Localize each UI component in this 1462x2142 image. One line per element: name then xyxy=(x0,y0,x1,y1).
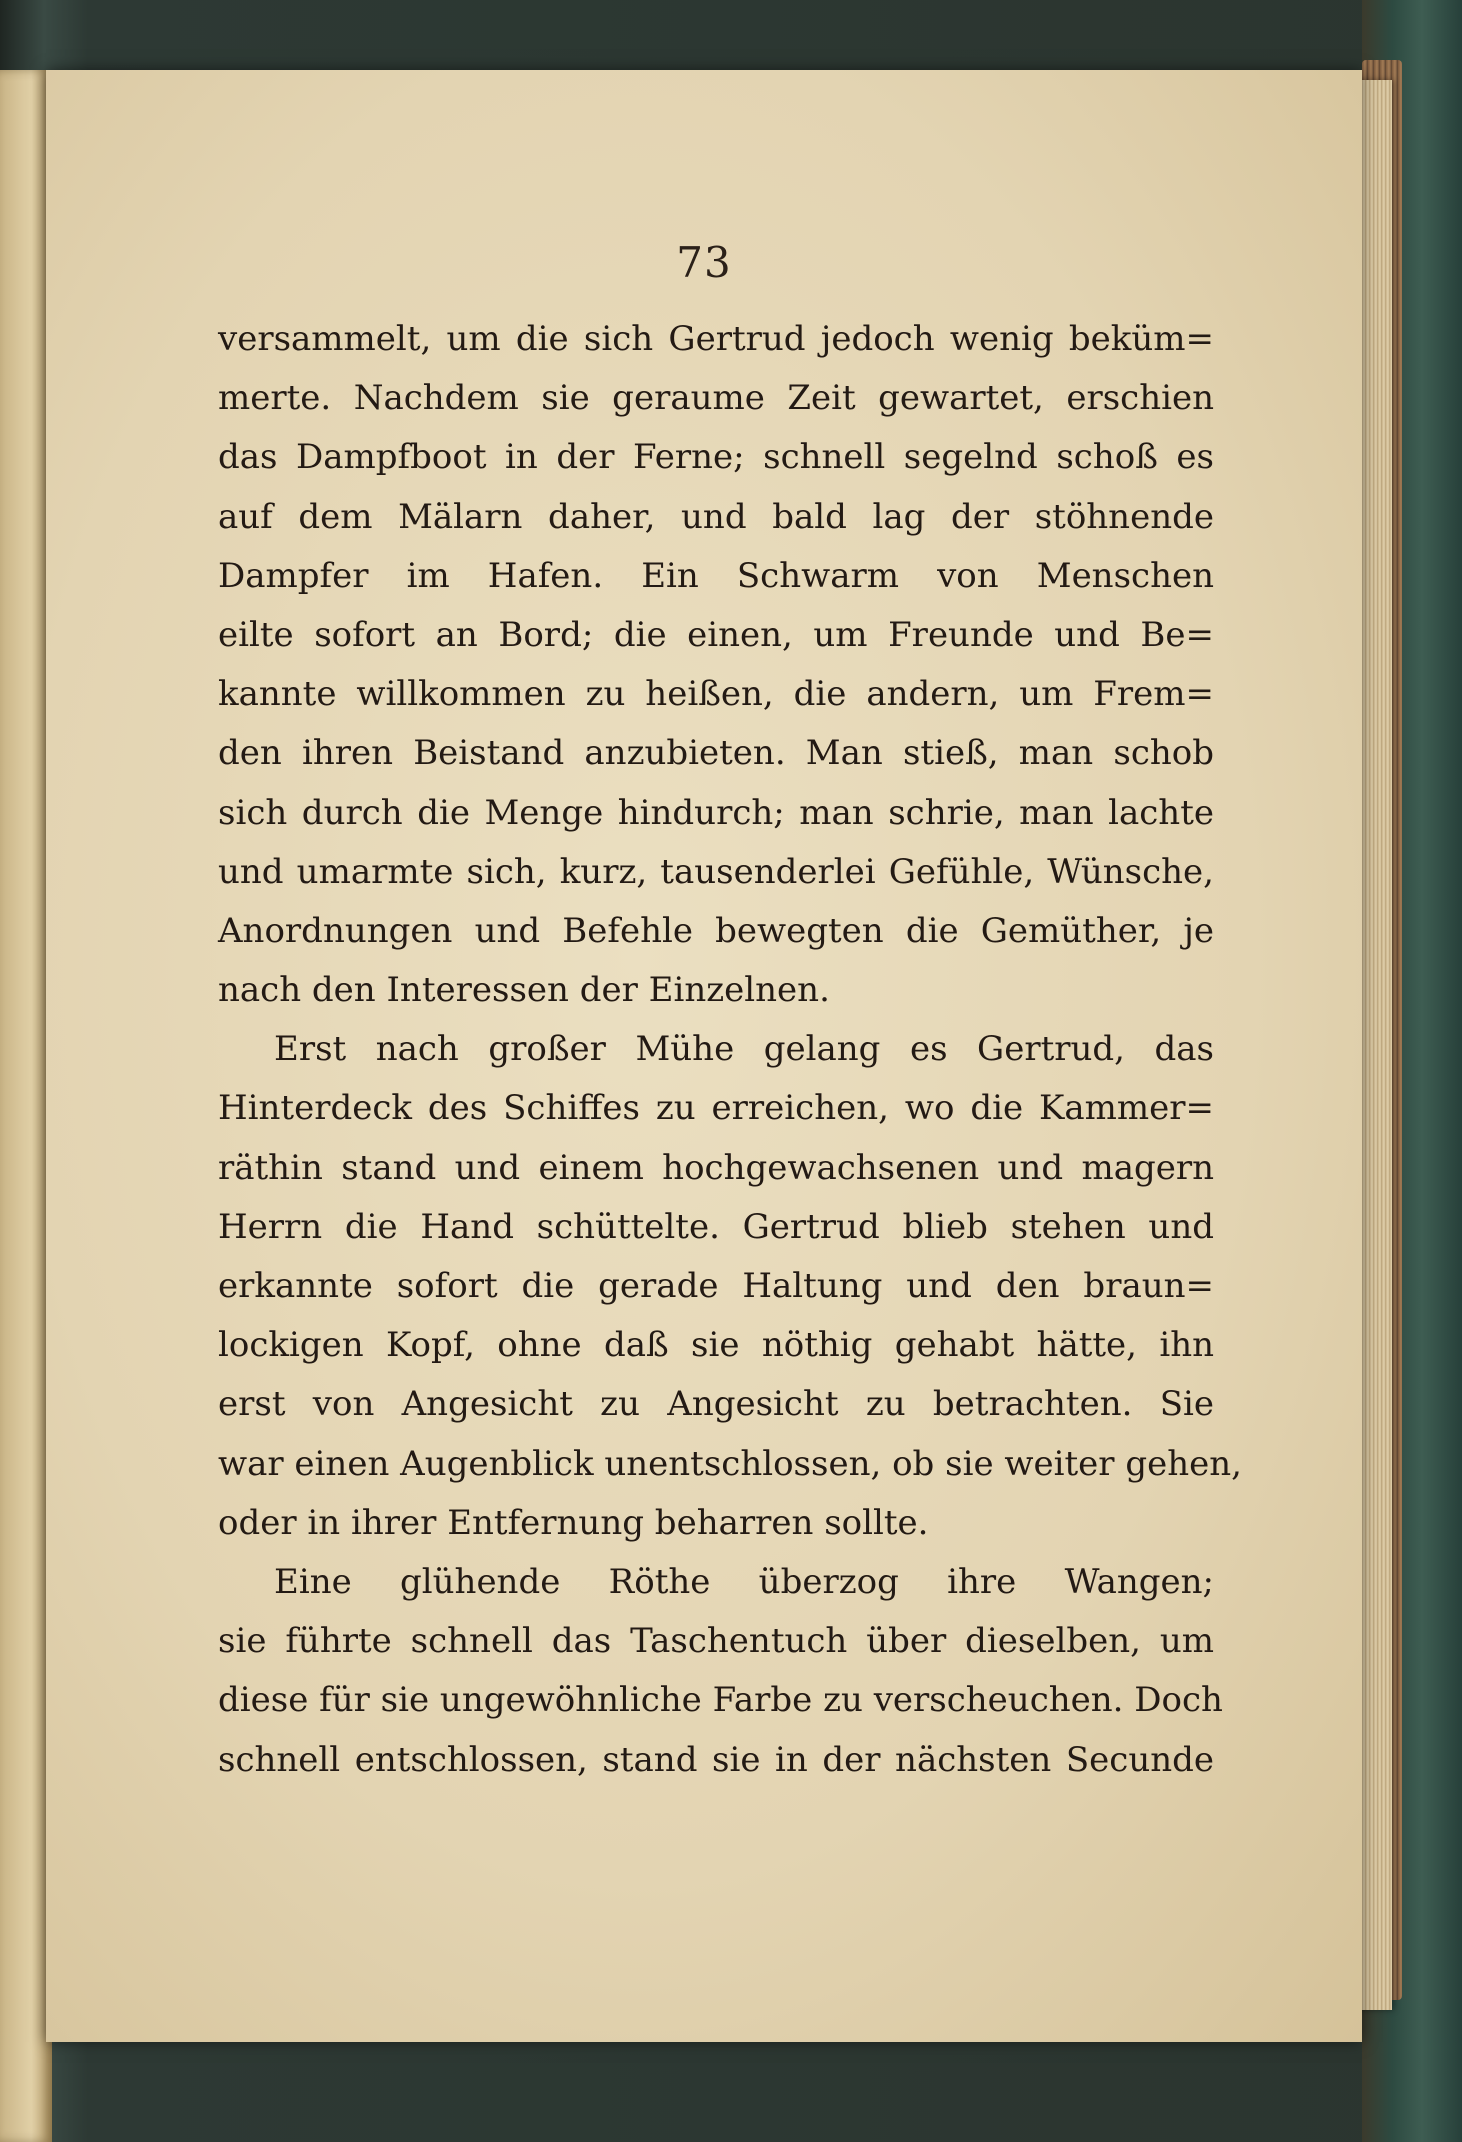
text-line: merte. Nachdem sie geraume Zeit gewartet, erschien xyxy=(218,378,1214,419)
text-line: kannte willkommen zu heißen, die andern, um Frem= xyxy=(218,674,1214,715)
book-page xyxy=(46,70,1362,2042)
page-number: 73 xyxy=(676,238,732,287)
text-line: eilte sofort an Bord; die einen, um Freunde und Be= xyxy=(218,614,1214,655)
text-line: den ihren Beistand anzubieten. Man stieß, man schob xyxy=(218,733,1214,774)
text-line: erkannte sofort die gerade Haltung und den braun= xyxy=(218,1266,1214,1306)
text-line: sich durch die Menge hindurch; man schrie, man lachte xyxy=(218,792,1214,833)
text-line: räthin stand und einem hochgewachsenen und magern xyxy=(218,1147,1214,1188)
text-line: versammelt, um die sich Gertrud jedoch wenig beküm= xyxy=(218,319,1214,359)
text-line: diese für sie ungewöhnliche Farbe zu verscheuchen. Doch xyxy=(218,1680,1223,1721)
text-line: war einen Augenblick unentschlossen, ob sie weiter gehen, xyxy=(218,1443,1242,1484)
text-line: schnell entschlossen, stand sie in der nächsten Secunde xyxy=(218,1739,1214,1780)
text-line: Erst nach großer Mühe gelang es Gertrud, das xyxy=(274,1029,1214,1070)
text-line: Dampfer im Hafen. Ein Schwarm von Menschen xyxy=(218,555,1214,596)
text-line: Hinterdeck des Schiffes zu erreichen, wo die Kammer= xyxy=(218,1088,1214,1129)
previous-page-edge xyxy=(0,70,52,2142)
text-line: Anordnungen und Befehle bewegten die Gemüther, je xyxy=(218,910,1214,951)
text-line: nach den Interessen der Einzelnen. xyxy=(218,970,830,1011)
text-line: erst von Angesicht zu Angesicht zu betrachten. Sie xyxy=(218,1384,1214,1425)
page-text xyxy=(218,310,1242,1790)
text-line: und umarmte sich, kurz, tausenderlei Gefühle, Wünsche, xyxy=(218,851,1214,892)
text-line: Herrn die Hand schüttelte. Gertrud blieb stehen und xyxy=(218,1206,1214,1247)
text-line: Eine glühende Röthe überzog ihre Wangen; xyxy=(274,1561,1214,1602)
text-line: oder in ihrer Entfernung beharren sollte. xyxy=(218,1502,929,1543)
text-line: das Dampfboot in der Ferne; schnell segelnd schoß es xyxy=(218,437,1214,478)
text-line: auf dem Mälarn daher, und bald lag der stöhnende xyxy=(218,496,1214,537)
text-line: lockigen Kopf, ohne daß sie nöthig gehabt hätte, ihn xyxy=(218,1325,1214,1366)
text-line: sie führte schnell das Taschentuch über dieselben, um xyxy=(218,1621,1214,1662)
